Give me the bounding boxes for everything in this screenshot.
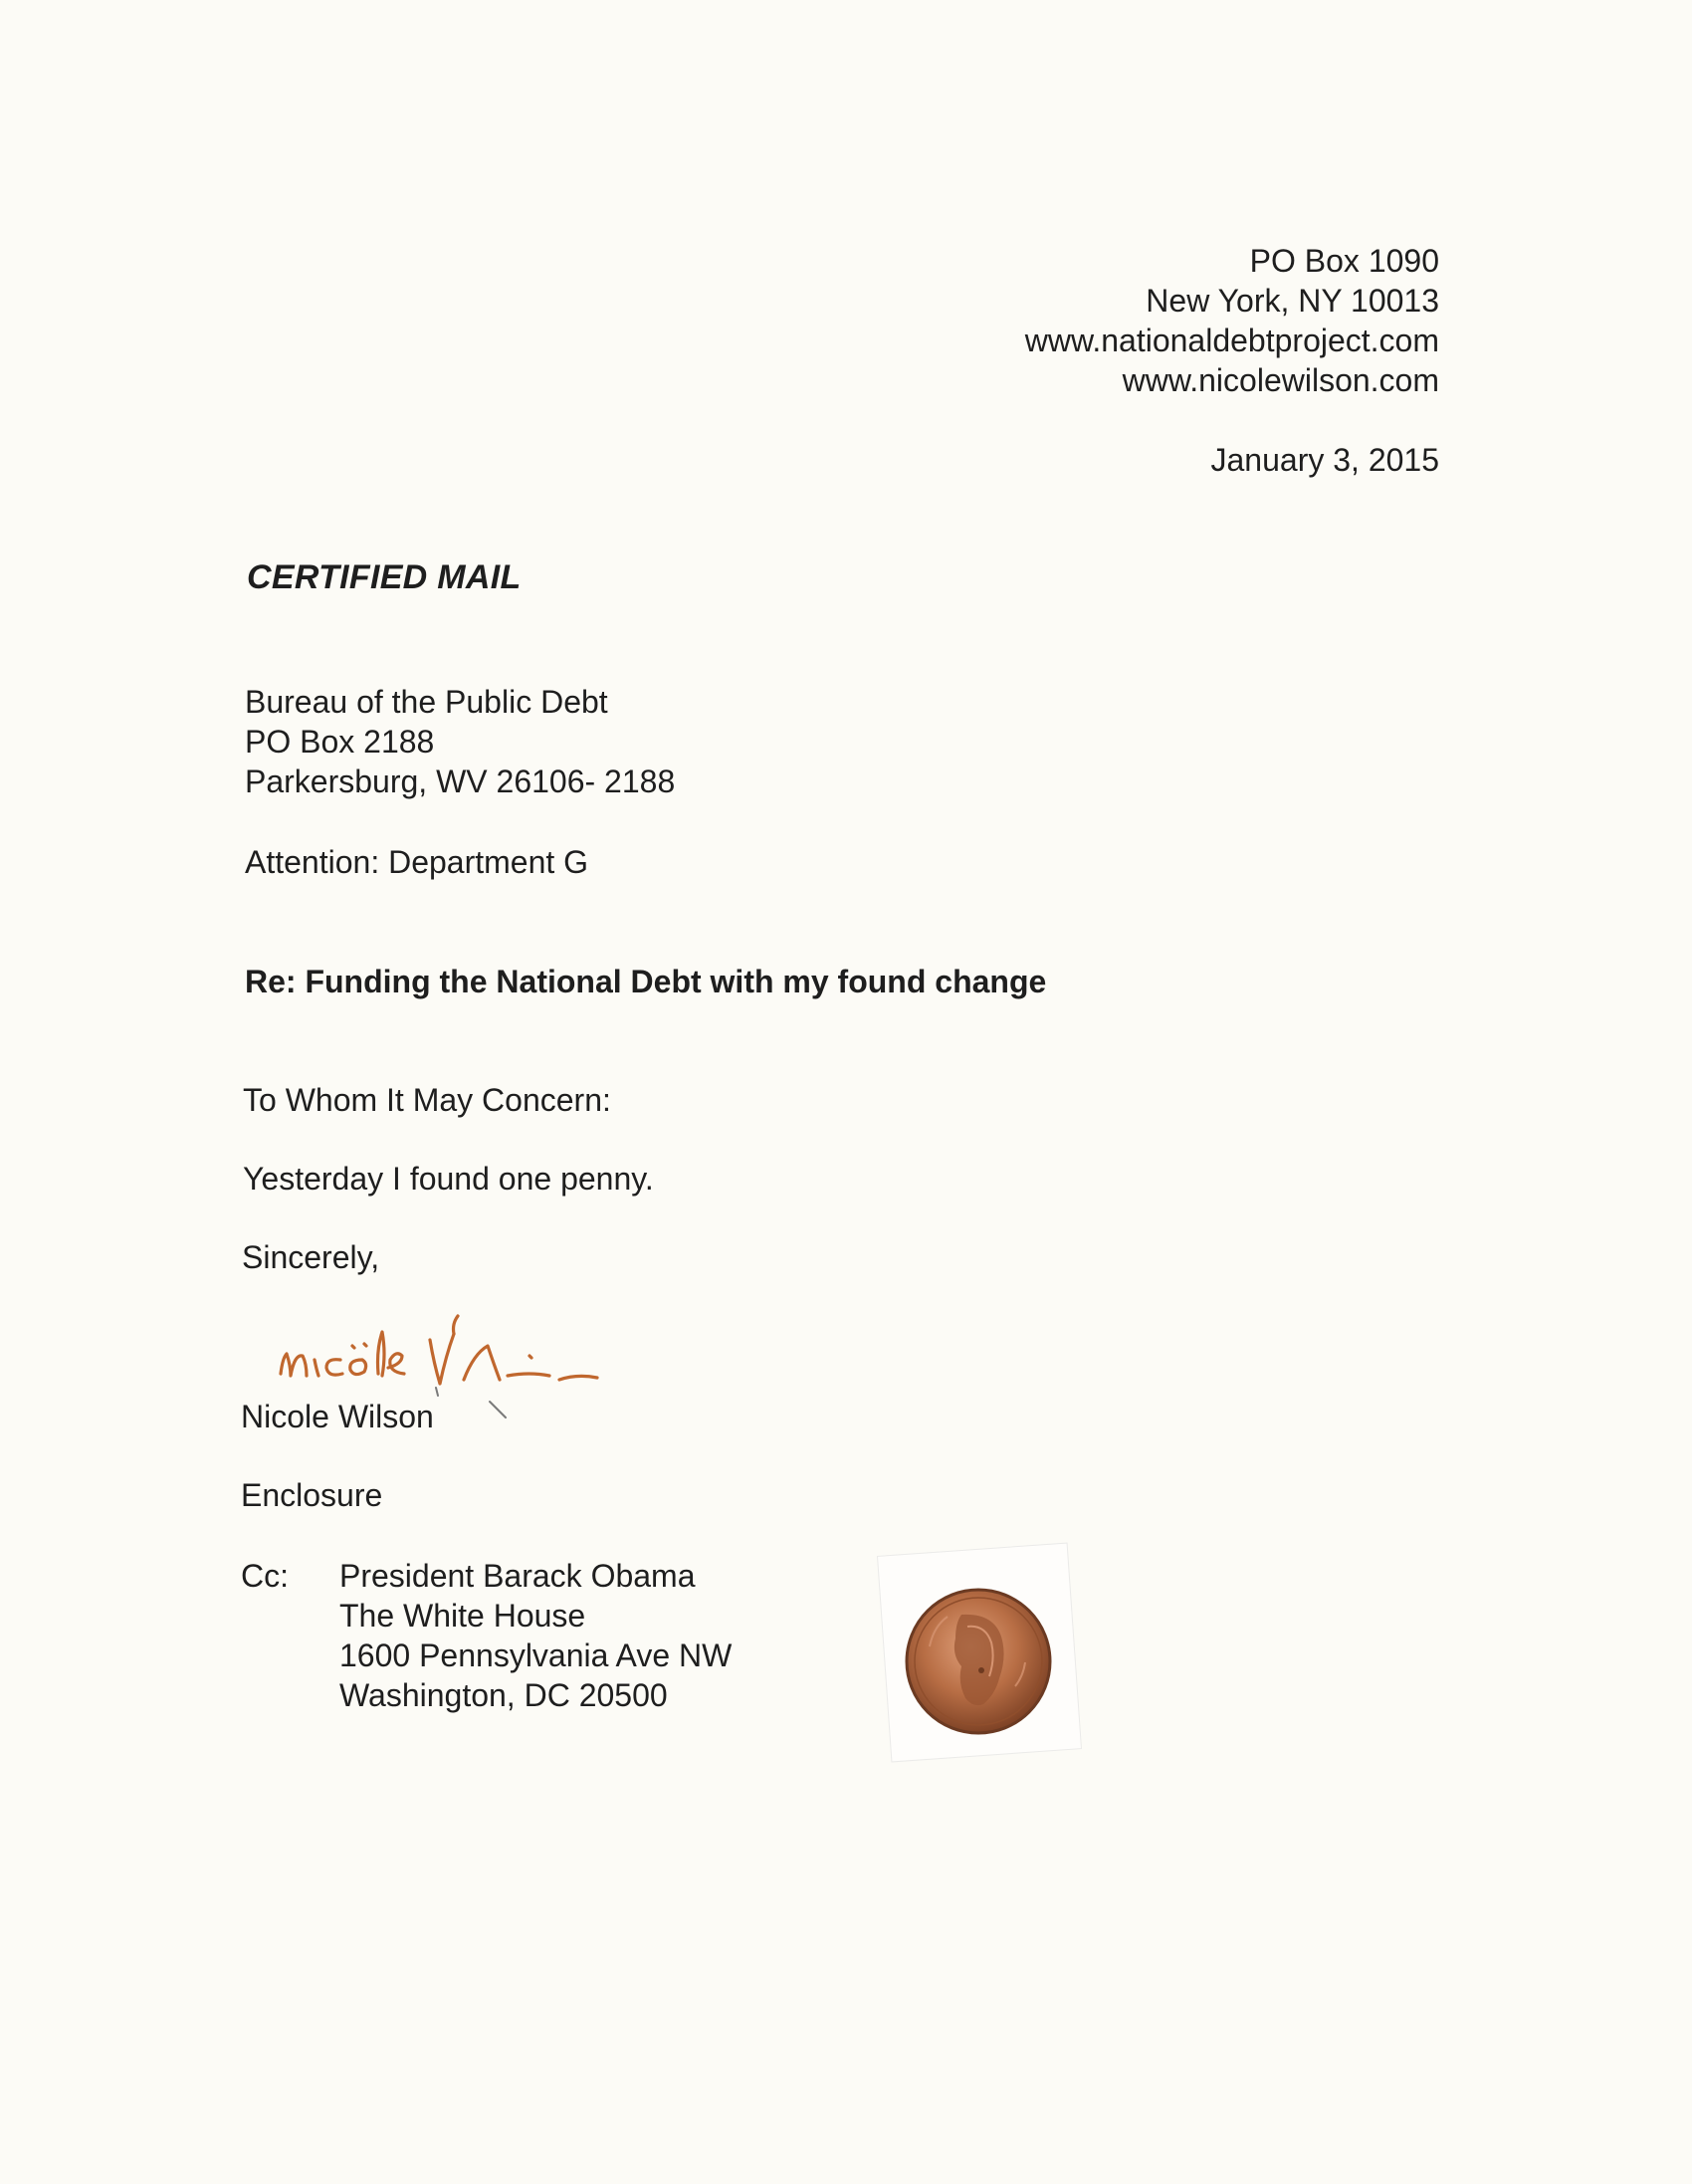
cc-line: The White House [339, 1598, 586, 1634]
delivery-method: CERTIFIED MAIL [247, 558, 522, 596]
recipient-name: Bureau of the Public Debt [245, 684, 608, 720]
cc-line: 1600 Pennsylvania Ave NW [339, 1638, 733, 1673]
sender-city-line: New York, NY 10013 [1146, 283, 1439, 319]
letter-date: January 3, 2015 [1210, 442, 1439, 478]
cc-line: Washington, DC 20500 [339, 1677, 668, 1713]
subject-line: Re: Funding the National Debt with my found change [245, 964, 1047, 999]
sender-website-1: www.nationaldebtproject.com [1024, 323, 1439, 358]
recipient-city-line: Parkersburg, WV 26106- 2188 [245, 764, 676, 799]
attention-line: Attention: Department G [245, 844, 589, 880]
letter-body: Yesterday I found one penny. [243, 1161, 654, 1197]
sender-address [1025, 241, 1439, 400]
closing: Sincerely, [242, 1239, 380, 1275]
recipient-po-box: PO Box 2188 [245, 724, 435, 760]
sender-po-box: PO Box 1090 [1249, 243, 1439, 279]
cc-line: President Barack Obama [339, 1558, 696, 1594]
cc-address [339, 1556, 732, 1715]
salutation: To Whom It May Concern: [243, 1082, 611, 1118]
sender-website-2: www.nicolewilson.com [1122, 362, 1439, 398]
taped-penny [884, 1549, 1073, 1754]
recipient-address [245, 682, 675, 801]
signer-name: Nicole Wilson [241, 1399, 434, 1434]
penny-coin-icon [904, 1587, 1053, 1736]
enclosure-note: Enclosure [241, 1477, 383, 1513]
cc-label: Cc: [241, 1558, 289, 1594]
